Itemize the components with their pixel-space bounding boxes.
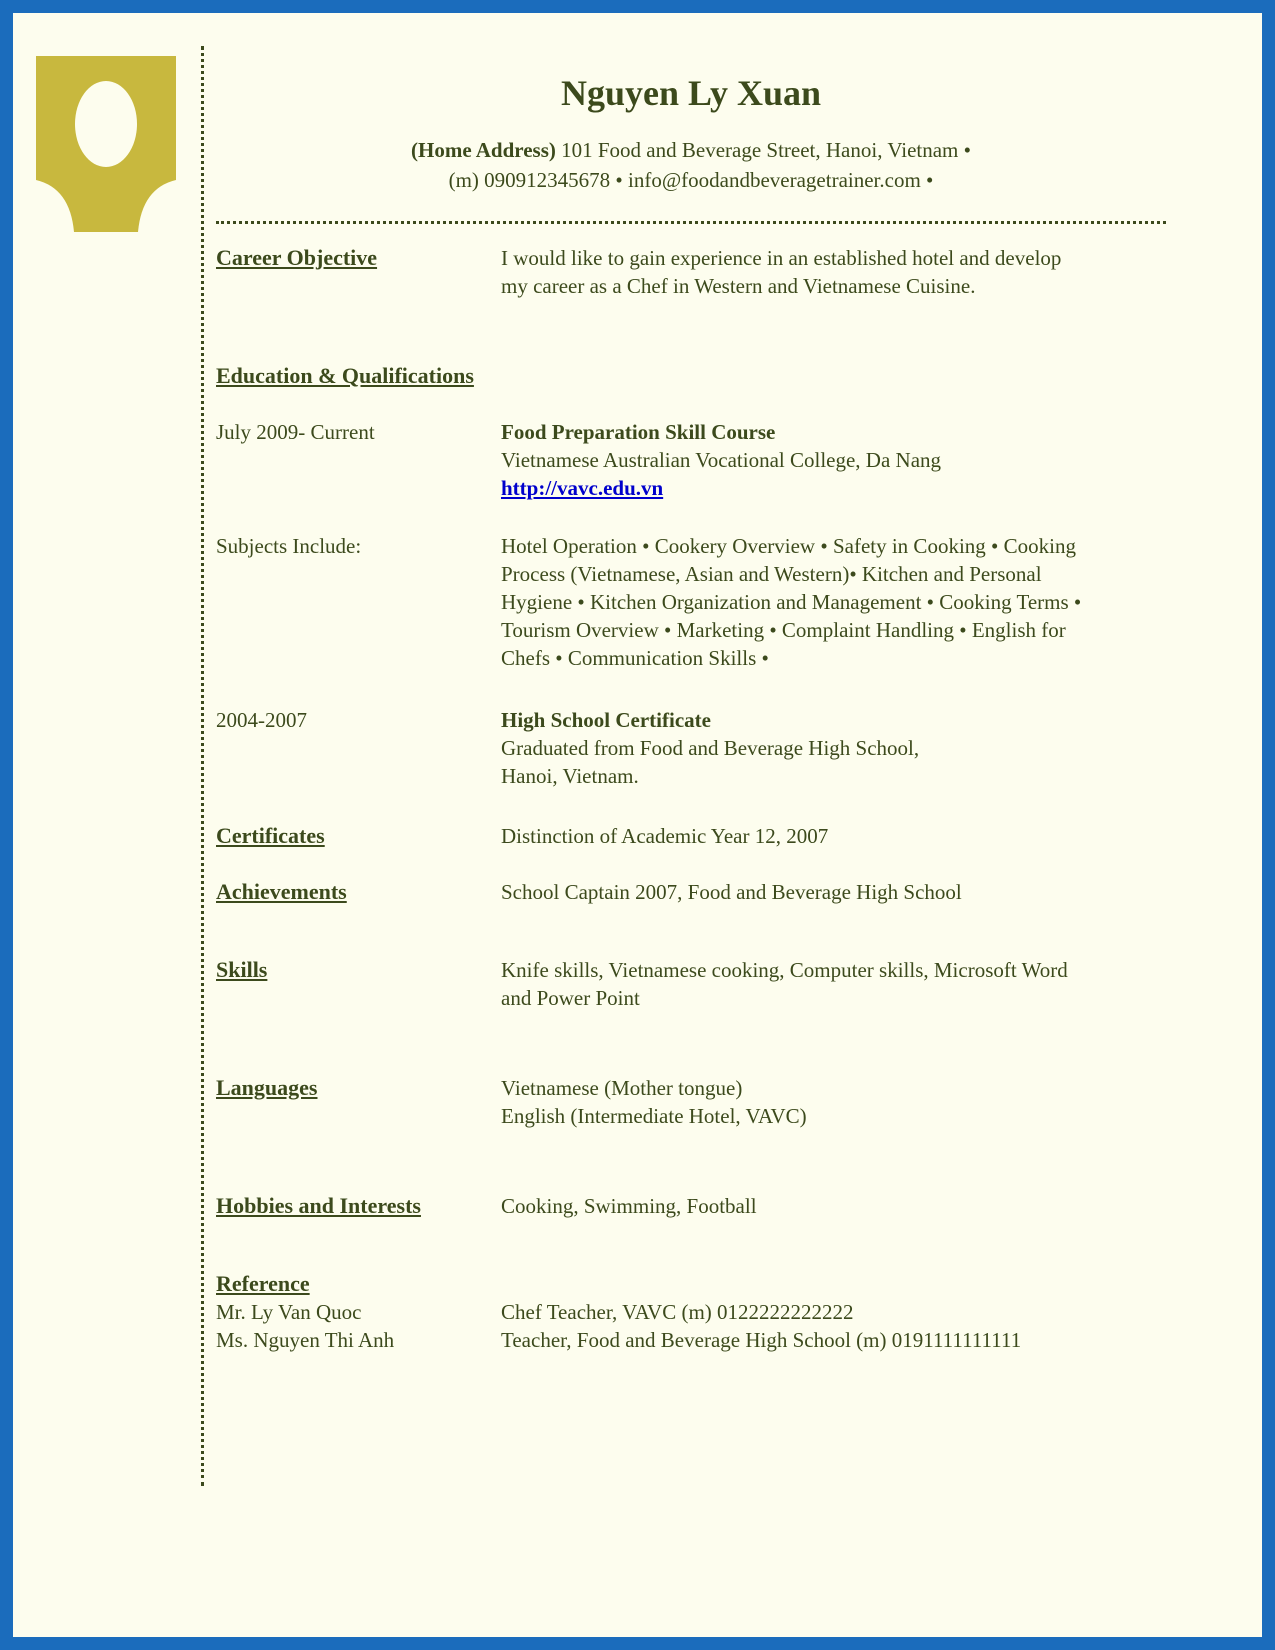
header [216,71,1166,195]
education-details [501,418,1086,502]
subjects-row [216,532,1166,672]
certificates-row [216,822,1166,850]
highschool-details [501,706,1086,790]
education-course-title: Food Preparation Skill Course [501,420,776,444]
highschool-line2: Graduated from Food and Beverage High School, [501,736,920,760]
horizontal-dotted-separator [216,221,1166,224]
education-link-line [501,474,1086,502]
reference-detail-2: Teacher, Food and Beverage High School (m) 0191111111111 [501,1328,1022,1352]
highschool-period: 2004-2007 [216,708,307,732]
hobbies-label: Hobbies and Interests [216,1193,421,1218]
career-objective-text: I would like to gain experience in an established hotel and develop my career as a Chef in Western and Vietnamese Cuisine. [501,246,1062,298]
reference-name-2: Ms. Nguyen Thi Anh [216,1328,395,1352]
skills-label: Skills [216,957,268,982]
reference-row-2 [216,1326,1166,1354]
languages-row [216,1074,1166,1130]
reference-name-1: Mr. Ly Van Quoc [216,1300,362,1324]
certificates-label: Certificates [216,823,325,848]
subjects-text: Hotel Operation • Cookery Overview • Safety in Cooking • Cooking Process (Vietnamese, Asian and Western)• Kitchen and Personal Hygiene • Kitchen Organization and Management • Cooking Terms • Tourism Overview • Marketing • Complaint Handling • English for Chefs • Communication Skills • [501,534,1082,670]
photo-placeholder [36,56,176,232]
highschool-title: High School Certificate [501,708,711,732]
achievements-label: Achievements [216,879,347,904]
education-period: July 2009- Current [216,420,375,444]
hobbies-text: Cooking, Swimming, Football [501,1194,757,1218]
resume-content [216,71,1166,1354]
highschool-line3: Hanoi, Vietnam. [501,764,639,788]
vertical-dotted-divider [201,46,204,1486]
education-heading: Education & Qualifications [216,363,474,388]
achievements-row [216,878,1166,906]
address-line-2: (m) 090912345678 • info@foodandbeveragetrainer.com • [448,168,934,192]
achievements-text: School Captain 2007, Food and Beverage High School [501,880,962,904]
career-objective-row [216,244,1166,300]
languages-line1: Vietnamese (Mother tongue) [501,1076,743,1100]
address-label: (Home Address) [411,138,556,162]
education-item-row [216,418,1166,502]
certificates-text: Distinction of Academic Year 12, 2007 [501,824,829,848]
highschool-row [216,706,1166,790]
languages-details [501,1074,1086,1130]
subjects-label: Subjects Include: [216,534,362,558]
vavc-link[interactable]: http://vavc.edu.vn [501,476,664,500]
address-text: 101 Food and Beverage Street, Hanoi, Vietnam • [555,138,971,162]
reference-row-1 [216,1298,1166,1326]
languages-line2: English (Intermediate Hotel, VAVC) [501,1104,807,1128]
languages-label: Languages [216,1075,318,1100]
page-title: Nguyen Ly Xuan [560,73,822,113]
hobbies-row [216,1192,1166,1220]
reference-detail-1: Chef Teacher, VAVC (m) 0122222222222 [501,1300,854,1324]
address-line-1 [216,135,1166,165]
person-silhouette-icon [36,56,176,232]
reference-heading: Reference [216,1271,310,1296]
skills-row [216,956,1166,1012]
skills-text: Knife skills, Vietnamese cooking, Computer skills, Microsoft Word and Power Point [501,958,1068,1010]
education-institution: Vietnamese Australian Vocational College, Da Nang [501,448,942,472]
career-objective-label: Career Objective [216,245,378,270]
